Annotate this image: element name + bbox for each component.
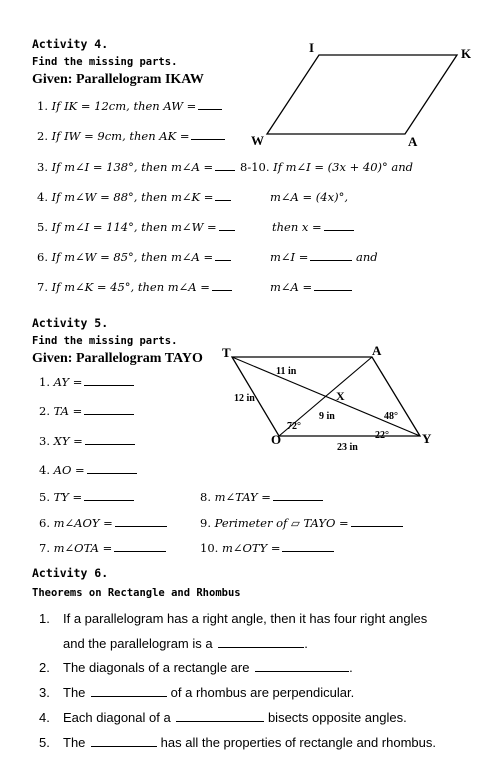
theorem-item-3: 3. The of a rhombus are perpendicular. xyxy=(39,685,355,700)
a5-question-2: 2. TA = xyxy=(39,404,134,418)
theorem-item-1-cont: and the parallelogram is a . xyxy=(63,636,308,651)
a4-question-8-10-line1: 8-10. If m∠I = (3x + 40)° and xyxy=(240,160,414,174)
angle-22: 22° xyxy=(375,430,389,441)
activity4-instruction: Find the missing parts. xyxy=(32,56,178,68)
activity4-title: Activity 4. xyxy=(32,37,109,51)
vertex-a-label: A xyxy=(372,343,382,358)
vertex-t-label: T xyxy=(222,345,231,360)
theorem-item-5: 5. The has all the properties of rectangle and rhombus. xyxy=(39,735,436,750)
a4-question-8-10-line5: m∠A = xyxy=(270,280,352,294)
angle-72: 72° xyxy=(287,421,301,432)
measure-9in: 9 in xyxy=(319,411,335,422)
activity5-instruction: Find the missing parts. xyxy=(32,335,178,347)
parallelogram-ikaw-figure xyxy=(240,38,480,150)
a4-question-7: 7. If m∠K = 45°, then m∠A = xyxy=(37,280,232,294)
activity4-given: Given: Parallelogram IKAW xyxy=(32,72,204,87)
activity5-given: Given: Parallelogram TAYO xyxy=(32,351,203,366)
a4-question-1: 1. If IK = 12cm, then AW = xyxy=(37,99,222,113)
vertex-w-label: W xyxy=(251,133,264,148)
activity6-subtitle: Theorems on Rectangle and Rhombus xyxy=(32,587,241,599)
measure-11in: 11 in xyxy=(276,366,297,377)
vertex-a-label: A xyxy=(408,134,418,149)
a5-question-7: 7. m∠OTA = xyxy=(39,541,166,555)
activity6-title: Activity 6. xyxy=(32,566,109,580)
a5-question-9: 9. Perimeter of ▱ TAYO = xyxy=(200,516,403,530)
a4-question-8-10-line3: then x = xyxy=(272,220,354,234)
a4-question-4: 4. If m∠W = 88°, then m∠K = xyxy=(37,190,231,204)
a5-question-6: 6. m∠AOY = xyxy=(39,516,167,530)
theorem-item-2: 2. The diagonals of a rectangle are . xyxy=(39,660,353,675)
a5-question-5: 5. TY = xyxy=(39,490,134,504)
intersection-x-label: X xyxy=(336,389,345,403)
vertex-y-label: Y xyxy=(422,431,432,446)
measure-12in: 12 in xyxy=(234,393,255,404)
angle-48: 48° xyxy=(384,411,398,422)
a5-question-4: 4. AO = xyxy=(39,463,137,477)
a5-question-3: 3. XY = xyxy=(39,434,135,448)
vertex-k-label: K xyxy=(461,46,472,61)
a5-question-8: 8. m∠TAY = xyxy=(200,490,323,504)
theorem-item-1: 1. If a parallelogram has a right angle, then it has four right angles xyxy=(39,611,428,626)
theorem-item-4: 4. Each diagonal of a bisects opposite angles. xyxy=(39,710,407,725)
a4-question-6: 6. If m∠W = 85°, then m∠A = xyxy=(37,250,231,264)
vertex-i-label: I xyxy=(309,40,315,55)
a4-question-5: 5. If m∠I = 114°, then m∠W = xyxy=(37,220,235,234)
measure-23in: 23 in xyxy=(337,442,358,453)
activity5-title: Activity 5. xyxy=(32,316,109,330)
a4-question-3: 3. If m∠I = 138°, then m∠A = xyxy=(37,160,235,174)
a4-question-2: 2. If IW = 9cm, then AK = xyxy=(37,129,225,143)
a4-question-8-10-line2: m∠A = (4x)°, xyxy=(270,190,348,204)
a5-question-1: 1. AY = xyxy=(39,375,134,389)
a4-question-8-10-line4: m∠I = and xyxy=(270,250,378,264)
a5-question-10: 10. m∠OTY = xyxy=(200,541,334,555)
vertex-o-label: O xyxy=(271,432,282,447)
parallelogram-tayo-figure xyxy=(215,340,440,455)
